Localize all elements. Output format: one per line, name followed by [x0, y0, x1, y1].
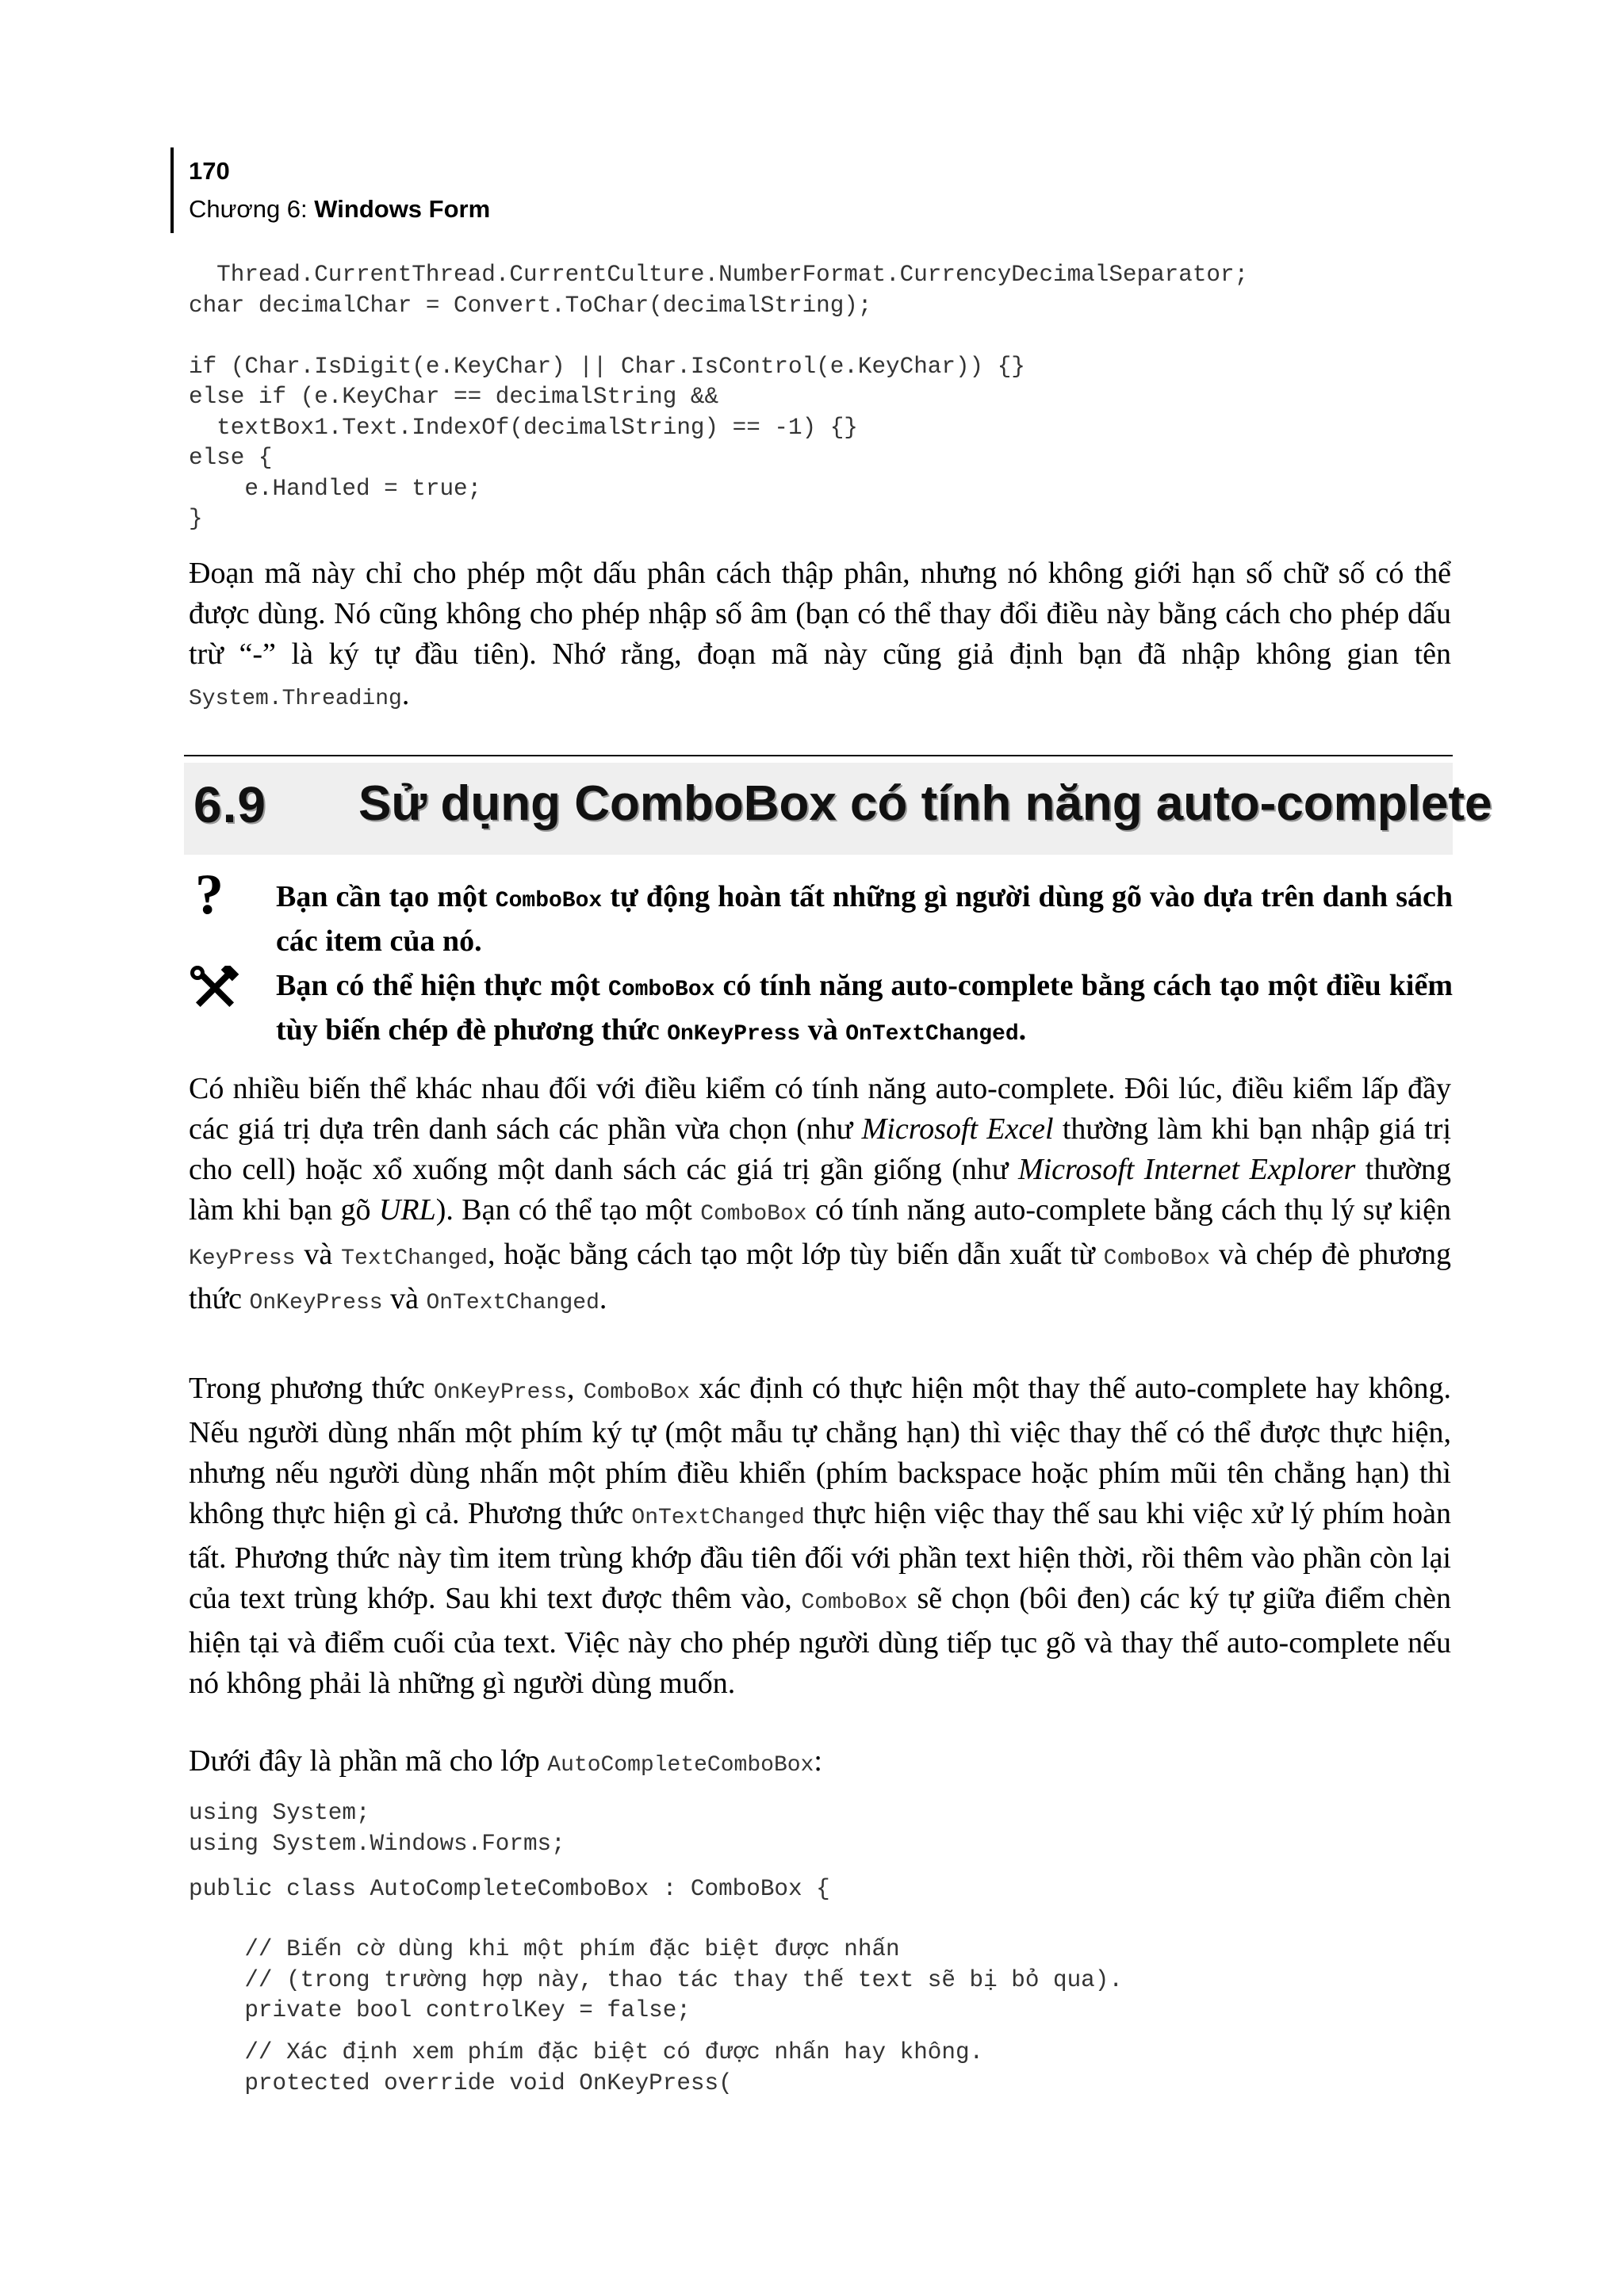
- code-block-fields: [189, 1935, 1123, 2027]
- text-run: tự động hoàn tất những gì người dùng gõ vào dựa trên danh sách các item của nó.: [276, 880, 1453, 958]
- text-run: :: [814, 1744, 822, 1778]
- inline-code: ComboBox: [700, 1202, 807, 1227]
- paragraph-auto-complete-variants: [189, 1069, 1451, 1323]
- code-block-usings: [189, 1798, 565, 1859]
- section-rule: [184, 755, 1453, 756]
- text-run: thường làm khi bạn gõ: [189, 1153, 1452, 1227]
- inline-code: AutoCompleteComboBox: [547, 1753, 814, 1778]
- text-run: .: [599, 1282, 607, 1315]
- text-run: .: [401, 678, 410, 711]
- code-line: // Xác định xem phím đặc biệt có được nhấn hay không.: [189, 2039, 984, 2065]
- code-line: else if (e.KeyChar == decimalString &&: [189, 384, 719, 410]
- code-line: }: [189, 506, 203, 532]
- italic-text: Microsoft Excel: [861, 1112, 1054, 1146]
- text-run: , hoặc bằng cách tạo một lớp tùy biến dẫn xuất từ: [488, 1238, 1104, 1271]
- inline-code: System.Threading: [189, 687, 402, 711]
- inline-code: OnTextChanged: [631, 1506, 805, 1530]
- inline-code: OnTextChanged: [426, 1291, 599, 1315]
- inline-code: TextChanged: [341, 1246, 488, 1271]
- chapter-title: Windows Form: [314, 195, 491, 223]
- text-run: Bạn có thể hiện thực một: [276, 969, 609, 1002]
- code-line: // Biến cờ dùng khi một phím đặc biệt được nhấn: [189, 1936, 900, 1962]
- inline-code: KeyPress: [189, 1246, 296, 1271]
- code-block-decimal: [189, 260, 1248, 535]
- section-number: 6.9: [193, 776, 266, 833]
- code-line: using System;: [189, 1800, 370, 1826]
- paragraph-decimal-explanation: [189, 553, 1451, 719]
- text-run: thực hiện việc thay thế sau khi việc xử lý phím hoàn tất. Phương thức này tìm item trùng khớp đầu tiên đối với phần text hiện thời, rồi thêm vào phần còn lại của text trùng khớp. Sau khi text được thêm vào,: [189, 1497, 1452, 1615]
- inline-code: OnKeyPress: [667, 1022, 801, 1047]
- inline-code: ComboBox: [1103, 1246, 1211, 1271]
- code-line: e.Handled = true;: [189, 475, 482, 502]
- code-line: private bool controlKey = false;: [189, 1997, 691, 2023]
- text-run: và: [382, 1282, 427, 1315]
- text-run: sẽ chọn (bôi đen) các ký tự giữa điểm chèn hiện tại và điểm cuối của text. Việc này cho phép người dùng tiếp tục gõ và thay thế auto-complete nếu nó không phải là những gì người dùng muốn.: [189, 1582, 1451, 1700]
- text-run: có tính năng auto-complete bằng cách tạo một điều kiểm tùy biến chép đè phương thức: [276, 969, 1453, 1047]
- inline-code: OnKeyPress: [249, 1291, 383, 1315]
- text-run: và chép đè phương thức: [189, 1238, 1451, 1315]
- paragraph-code-intro: [189, 1741, 1451, 1786]
- question-mark-icon: ?: [195, 863, 224, 926]
- code-line: // (trong trường hợp này, thao tác thay thế text sẽ bị bỏ qua).: [189, 1966, 1123, 1993]
- text-run: thường làm khi bạn nhập giá trị cho cell) hoặc xổ xuống một danh sách các giá trị gần giống (như: [189, 1112, 1451, 1186]
- text-run: và: [295, 1238, 342, 1271]
- code-line: else {: [189, 445, 273, 471]
- code-line: char decimalChar = Convert.ToChar(decimalString);: [189, 292, 872, 319]
- inline-code: OnKeyPress: [433, 1380, 567, 1405]
- code-line: using System.Windows.Forms;: [189, 1830, 565, 1857]
- text-run: ). Bạn có thể tạo một: [435, 1193, 701, 1227]
- text-run: có tính năng auto-complete bằng cách thụ lý sự kiện: [806, 1193, 1451, 1227]
- inline-code: ComboBox: [495, 889, 603, 913]
- text-run: Bạn cần tạo một: [276, 880, 496, 913]
- text-run: Đoạn mã này chỉ cho phép một dấu phân cách thập phân, nhưng nó không giới hạn số chữ số có thể được dùng. Nó cũng không cho phép nhập số âm (bạn có thể thay đổi điều này bằng cách cho phép dấu trừ “-” là ký tự đầu tiên). Nhớ rằng, đoạn mã này cũng giả định bạn đã nhập không gian tên: [189, 557, 1451, 671]
- text-run: và: [800, 1013, 846, 1047]
- text-run: ,: [566, 1372, 584, 1405]
- page-number: 170: [189, 157, 230, 185]
- chapter-prefix: Chương 6:: [189, 195, 315, 223]
- inline-code: ComboBox: [583, 1380, 691, 1405]
- code-block-class-decl: [189, 1874, 830, 1905]
- italic-text: URL: [378, 1193, 436, 1227]
- code-line: Thread.CurrentThread.CurrentCulture.NumberFormat.CurrencyDecimalSeparator;: [189, 262, 1249, 288]
- code-line: public class AutoCompleteComboBox : ComboBox {: [189, 1876, 830, 1902]
- tools-icon: [190, 966, 239, 1010]
- inline-code: ComboBox: [801, 1591, 908, 1615]
- inline-code: ComboBox: [608, 978, 715, 1002]
- solution-statement: [276, 966, 1453, 1055]
- problem-statement: [276, 877, 1453, 962]
- text-run: xác định có thực hiện một thay thế auto-complete hay không. Nếu người dùng nhấn một phím ký tự (một mẫu tự chẳng hạn) thì việc thay thế có thể được thực hiện, nhưng nếu người dùng nhấn một phím điều khiển (phím backspace hoặc phím mũi tên chẳng hạn) thì không thực hiện gì cả. Phương thức: [189, 1372, 1451, 1530]
- text-run: Trong phương thức: [189, 1372, 434, 1405]
- section-title: Sử dụng ComboBox có tính năng auto-complete: [358, 776, 1492, 831]
- code-line: if (Char.IsDigit(e.KeyChar) || Char.IsControl(e.KeyChar)) {}: [189, 353, 1025, 380]
- chapter-heading: [189, 195, 490, 224]
- code-line: textBox1.Text.IndexOf(decimalString) == -1) {}: [189, 414, 858, 441]
- header-rule: [170, 147, 174, 233]
- text-run: Có nhiều biến thể khác nhau đối với điều kiểm có tính năng auto-complete. Đôi lúc, điều kiểm lấp đầy các giá trị dựa trên danh sách các phần vừa chọn (như: [189, 1072, 1451, 1146]
- code-line: protected override void OnKeyPress(: [189, 2069, 733, 2096]
- italic-text: Microsoft Internet Explorer: [1017, 1153, 1356, 1186]
- code-line: [189, 321, 1248, 352]
- code-block-onkeypress: [189, 2038, 983, 2099]
- inline-code: OnTextChanged: [845, 1022, 1019, 1047]
- paragraph-onkeypress-explanation: [189, 1369, 1451, 1704]
- text-run: .: [1018, 1013, 1027, 1047]
- text-run: Dưới đây là phần mã cho lớp: [189, 1744, 548, 1778]
